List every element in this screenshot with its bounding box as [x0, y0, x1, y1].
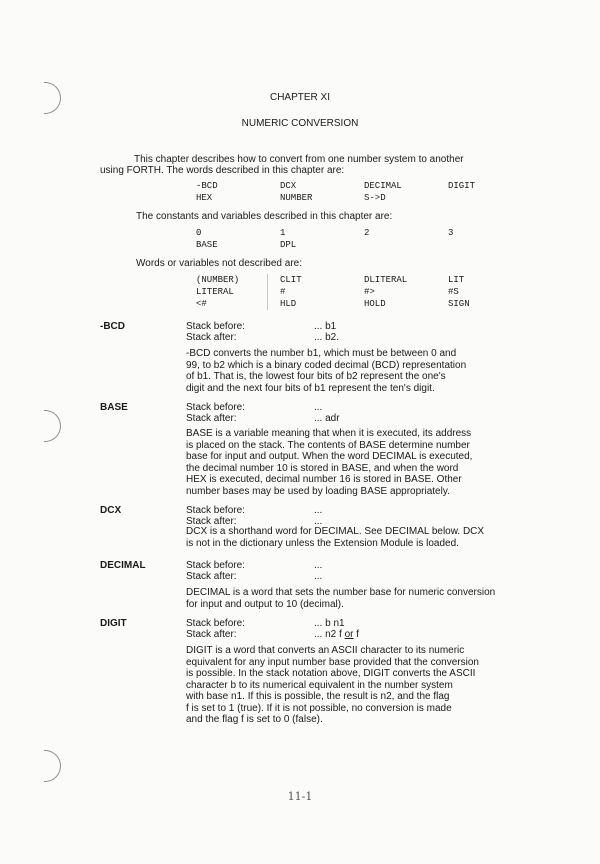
entry-term-base: BASE [100, 402, 128, 413]
word-cell: DECIMAL [364, 181, 402, 191]
entry-description-bcd [186, 348, 528, 394]
stack-after-label: Stack after: [186, 516, 237, 527]
intro-paragraph-2 [100, 165, 528, 177]
stack-before-label: Stack before: [186, 618, 245, 629]
constants-intro: The constants and variables described in this chapter are: [136, 211, 393, 222]
description-line: number bases may be used by loading BASE appropriately. [186, 485, 450, 497]
word-cell: HEX [196, 193, 213, 203]
description-line: DECIMAL is a word that sets the number base for numeric conversion [186, 587, 496, 598]
word-cell: NUMBER [280, 193, 313, 203]
entry-term-bcd: -BCD [100, 321, 125, 332]
constant-cell [448, 240, 508, 250]
word-cell: #> [364, 287, 375, 297]
description-line: is placed on the stack. The contents of BASE determine number [186, 439, 470, 451]
word-cell: CLIT [280, 275, 302, 285]
stack-after-or: or [344, 629, 354, 640]
constant-cell: 1 [280, 228, 286, 238]
description-line: equivalent for any input number base provided that the conversion [186, 656, 479, 668]
stack-before-value: ... [314, 402, 323, 413]
description-line: is possible. In the stack notation above, DIGIT converts the ASCII [186, 668, 476, 679]
description-line: and the flag f is set to 0 (false). [186, 714, 323, 725]
entry-description-base [186, 428, 528, 497]
words-described-grid [196, 181, 508, 203]
word-cell: #S [448, 287, 459, 297]
word-cell: HLD [280, 299, 297, 309]
intro-paragraph [100, 154, 528, 166]
description-line: base for input and output. When the word DECIMAL is executed, [186, 451, 473, 462]
stack-after-label: Stack after: [186, 571, 237, 582]
word-cell: <# [196, 299, 207, 309]
stack-after-value-alt: f [356, 629, 360, 640]
description-line: is not in the dictionary unless the Extension Module is loaded. [186, 537, 459, 549]
stack-after-label: Stack after: [186, 629, 237, 640]
binder-hole-mark [44, 410, 61, 442]
constant-cell: 2 [364, 228, 370, 238]
constant-cell: 3 [448, 228, 454, 238]
description-line: character b to its numerical equivalent in the number system [186, 679, 453, 691]
stack-notation [186, 402, 340, 424]
word-cell: DIGIT [448, 181, 476, 191]
stack-after-value: ... adr [314, 413, 340, 424]
entry-description-decimal [186, 587, 528, 610]
entry-description-digit [186, 645, 528, 726]
chapter-subtitle: NUMERIC CONVERSION [241, 118, 359, 129]
stack-before-value: ... [314, 560, 323, 571]
description-line: digit and the next four bits of b1 represent the ten's digit. [186, 382, 435, 394]
binder-hole-mark [44, 750, 61, 782]
stack-before-value: ... b1 [314, 321, 337, 332]
description-line: of b1. That is, the lowest four bits of b2 represent the one's [186, 371, 446, 382]
stack-after-value: ... n2 f [314, 629, 342, 640]
stack-after-value: ... b2. [314, 332, 340, 343]
entry-description-dcx [186, 526, 528, 549]
word-cell: HOLD [364, 299, 386, 309]
stack-after-label: Stack after: [186, 413, 237, 424]
stack-before-value: ... [314, 505, 323, 516]
description-line: f is set to 1 (true). If it is not possible, no conversion is made [186, 702, 452, 714]
chapter-title: CHAPTER XI [269, 92, 330, 103]
word-cell [448, 193, 508, 203]
word-cell: (NUMBER) [196, 275, 240, 285]
not-described-intro: Words or variables not described are: [136, 258, 303, 269]
intro-line: using FORTH. The words described in this chapter are: [100, 165, 345, 176]
not-described-grid [196, 275, 508, 309]
entry-term-digit: DIGIT [100, 618, 127, 629]
stack-before-label: Stack before: [186, 321, 245, 332]
word-cell: S->D [364, 193, 386, 203]
constant-cell: 0 [196, 228, 202, 238]
page-number: 11-1 [287, 790, 313, 803]
description-line: the decimal number 10 is stored in BASE, and when the word [186, 462, 459, 474]
description-line: -BCD converts the number b1, which must be between 0 and [186, 348, 457, 359]
word-cell: LITERAL [196, 287, 234, 297]
word-cell: DCX [280, 181, 297, 191]
stack-before-label: Stack before: [186, 402, 245, 413]
constant-cell: BASE [196, 240, 218, 250]
intro-line: This chapter describes how to convert from one number system to another [134, 154, 464, 165]
description-line: HEX is executed, decimal number 16 is stored in BASE. Other [186, 474, 462, 485]
entry-term-decimal: DECIMAL [100, 560, 146, 571]
stack-after-value: ... [314, 516, 323, 527]
stack-before-label: Stack before: [186, 505, 245, 516]
stack-notation [186, 505, 322, 527]
constant-cell [364, 240, 448, 250]
stack-before-label: Stack before: [186, 560, 245, 571]
description-line: 99, to b2 which is a binary coded decimal (BCD) representation [186, 359, 467, 371]
entry-term-dcx: DCX [100, 505, 122, 516]
word-cell: # [280, 287, 286, 297]
description-line: for input and output to 10 (decimal). [186, 598, 344, 610]
description-line: with base n1. If this is possible, the result is n2, and the flag [186, 691, 450, 702]
stack-after-label: Stack after: [186, 332, 237, 343]
constant-cell: DPL [280, 240, 297, 250]
description-line: BASE is a variable meaning that when it is executed, its address [186, 428, 472, 439]
stack-before-value: ... b n1 [314, 618, 345, 629]
stack-after-value: ... [314, 571, 323, 582]
description-line: DIGIT is a word that converts an ASCII character to its numeric [186, 645, 465, 656]
word-cell: -BCD [196, 181, 218, 191]
word-cell: DLITERAL [364, 275, 408, 285]
word-cell: LIT [448, 275, 465, 285]
constants-grid [196, 228, 508, 250]
stack-notation [186, 560, 322, 582]
description-line: DCX is a shorthand word for DECIMAL. See DECIMAL below. DCX [186, 526, 485, 537]
stack-notation [186, 321, 339, 343]
stack-notation [186, 618, 359, 640]
word-cell: SIGN [448, 299, 470, 309]
